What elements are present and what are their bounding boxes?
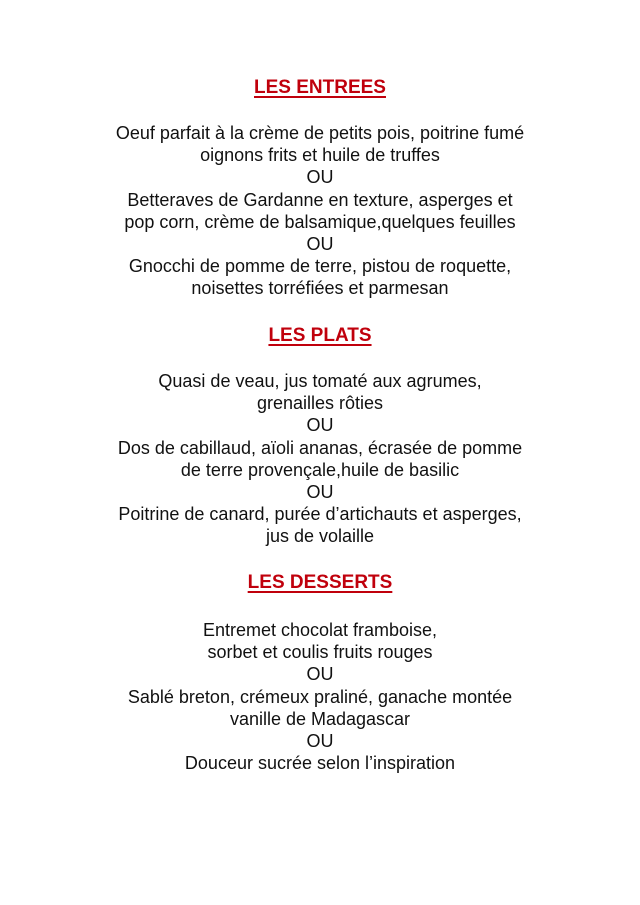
menu-line: Poitrine de canard, purée d’artichauts et asperges, (118, 504, 522, 525)
section-plats-items (0, 370, 640, 548)
separator-ou: OU (306, 234, 334, 255)
separator-ou: OU (306, 731, 334, 752)
menu-line: Entremet chocolat framboise, (202, 620, 438, 640)
separator-ou: OU (306, 167, 334, 188)
section-desserts-items (0, 619, 640, 774)
menu-line: Quasi de veau, jus tomaté aux agrumes, (158, 371, 482, 391)
menu-line: noisettes torréfiées et parmesan (191, 278, 449, 299)
separator-ou: OU (306, 482, 334, 503)
separator-ou: OU (306, 664, 334, 685)
menu-line: de terre provençale,huile de basilic (180, 459, 460, 480)
menu-line: jus de volaille (265, 526, 375, 547)
menu-line: Betteraves de Gardanne en texture, asperges et (127, 189, 513, 210)
section-entrees-items (0, 122, 640, 300)
menu-line: vanille de Madagascar (229, 708, 411, 729)
menu-line: Oeuf parfait à la crème de petits pois, poitrine fumé (115, 123, 525, 143)
menu-line: oignons frits et huile de truffes (200, 145, 440, 166)
menu-line: grenailles rôties (256, 393, 384, 414)
section-title-plats: LES PLATS (268, 325, 372, 346)
menu-line: Douceur sucrée selon l’inspiration (184, 753, 456, 774)
menu-line: Dos de cabillaud, aïoli ananas, écrasée de pomme (117, 437, 523, 458)
menu-line: Sablé breton, crémeux praliné, ganache montée (127, 686, 513, 707)
menu-line: Gnocchi de pomme de terre, pistou de roquette, (128, 256, 512, 277)
menu-line: sorbet et coulis fruits rouges (207, 642, 433, 663)
section-title-desserts: LES DESSERTS (247, 572, 393, 593)
menu-line: pop corn, crème de balsamique,quelques feuilles (124, 211, 516, 232)
separator-ou: OU (306, 415, 334, 436)
section-title-entrees: LES ENTREES (254, 77, 386, 98)
